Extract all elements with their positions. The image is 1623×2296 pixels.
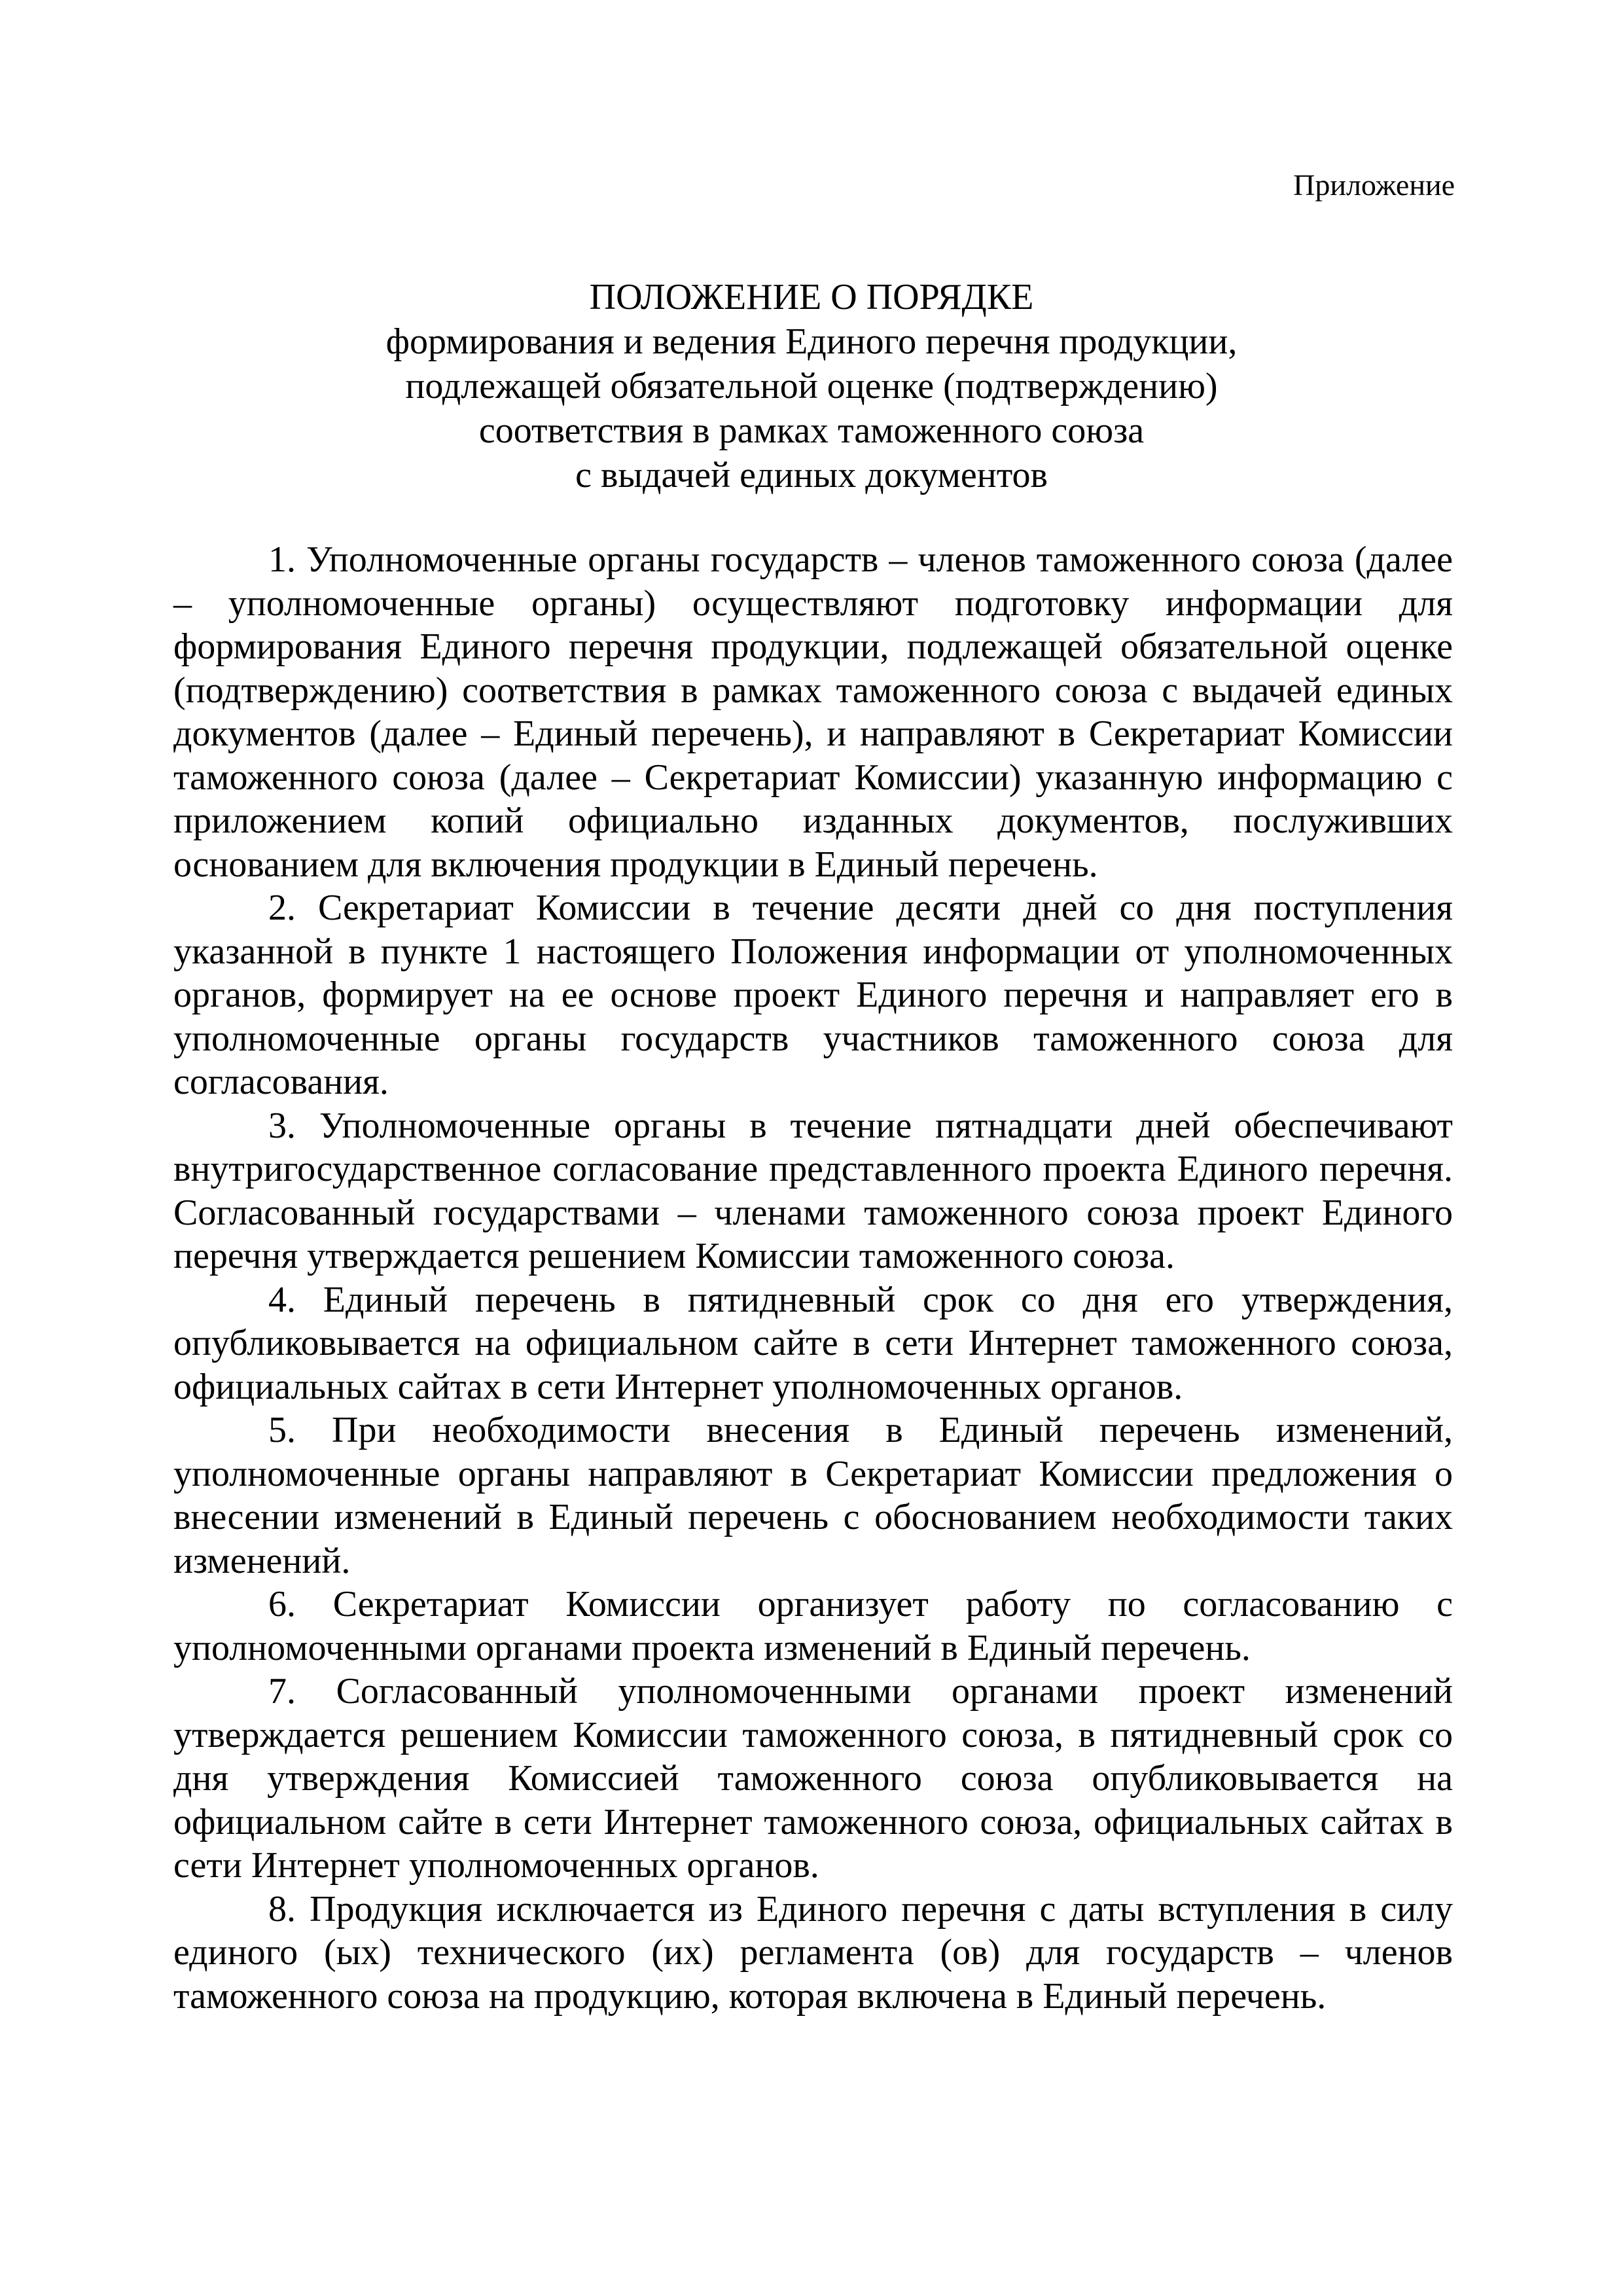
title-line-5: с выдачей единых документов (575, 455, 1048, 495)
paragraph-8: 8. Продукция исключается из Единого перечня с даты вступления в силу единого (ых) технического (их) регламента (ов) для государств – членов таможенного союза на продукцию, которая включена в Единый перечень. (173, 1888, 1453, 2017)
document-title (0, 275, 1623, 497)
paragraph-5: 5. При необходимости внесения в Единый перечень изменений, уполномоченные органы направляют в Секретариат Комиссии предложения о внесении изменений в Единый перечень с обоснованием необходимости таких изменений. (173, 1410, 1453, 1581)
document-body (173, 538, 1453, 2018)
paragraph-6: 6. Секретариат Комиссии организует работу по согласованию с уполномоченными органами проекта изменений в Единый перечень. (173, 1584, 1453, 1668)
appendix-label: Приложение (1293, 168, 1455, 202)
paragraph-7: 7. Согласованный уполномоченными органами проект изменений утверждается решением Комиссии таможенного союза, в пятидневный срок со дня утверждения Комиссией таможенного союза опубликовывается на официальном сайте в сети Интернет таможенного союза, официальных сайтах в сети Интернет уполномоченных органов. (173, 1671, 1453, 1886)
title-line-2: формирования и ведения Единого перечня продукции, (385, 321, 1238, 362)
paragraph-3: 3. Уполномоченные органы в течение пятнадцати дней обеспечивают внутригосударственное согласование представленного проекта Единого перечня. Согласованный государствами – членами таможенного союза проект Единого перечня утверждается решением Комиссии таможенного союза. (173, 1105, 1453, 1276)
title-line-3: подлежащей обязательной оценке (подтверждению) (405, 366, 1218, 406)
title-line-4: соответствия в рамках таможенного союза (478, 410, 1145, 451)
paragraph-1: 1. Уполномоченные органы государств – членов таможенного союза (далее – уполномоченные органы) осуществляют подготовку информации для формирования Единого перечня продукции, подлежащей обязательной оценке (подтверждению) соответствия в рамках таможенного союза с выдачей единых документов (далее – Единый перечень), и направляют в Секретариат Комиссии таможенного союза (далее – Секретариат Комиссии) указанную информацию с приложением копий официально изданных документов, послуживших основанием для включения продукции в Единый перечень. (173, 539, 1453, 885)
paragraph-4: 4. Единый перечень в пятидневный срок со дня его утверждения, опубликовывается на официальном сайте в сети Интернет таможенного союза, официальных сайтах в сети Интернет уполномоченных органов. (173, 1279, 1453, 1407)
title-line-heading: ПОЛОЖЕНИЕ О ПОРЯДКЕ (589, 277, 1034, 317)
paragraph-2: 2. Секретариат Комиссии в течение десяти дней со дня поступления указанной в пункте 1 настоящего Положения информации от уполномоченных органов, формирует на ее основе проект Единого перечня и направляет его в уполномоченные органы государств участников таможенного союза для согласования. (173, 888, 1453, 1102)
